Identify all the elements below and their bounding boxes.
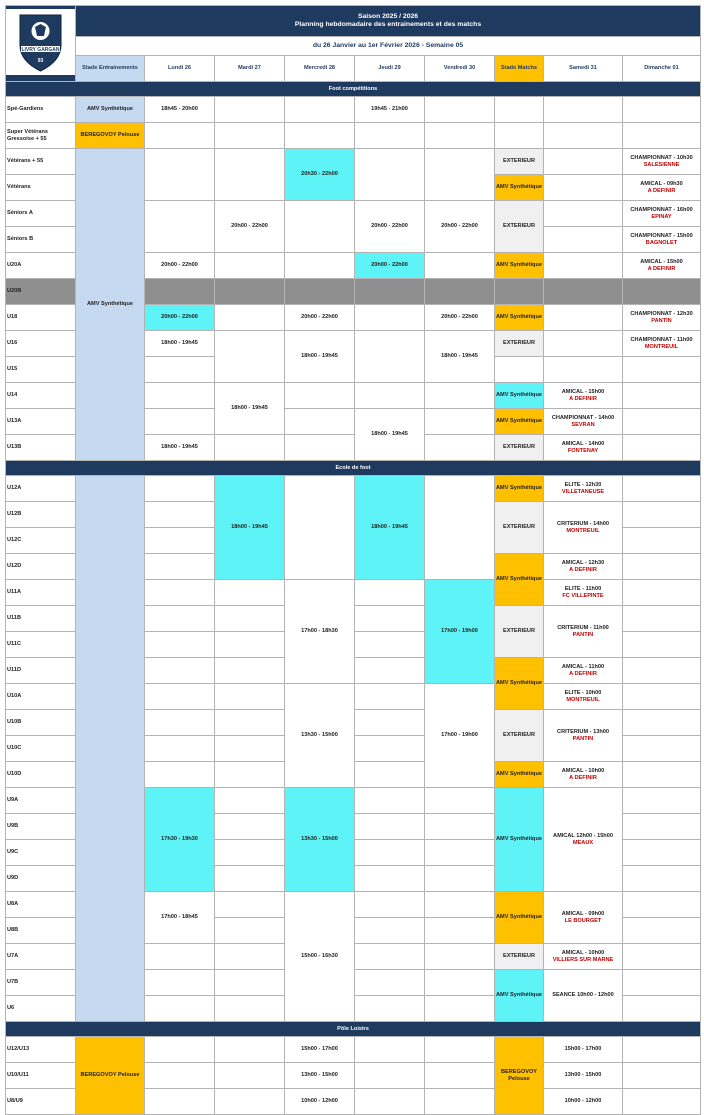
slot-time: 18h00 - 19h45: [425, 331, 495, 383]
section-pole-loisirs: Pôle Loisirs: [6, 1022, 701, 1037]
venue-beregovoy: BEREGOVOY Pelouse: [495, 1037, 544, 1115]
team-u10c: U10C: [6, 736, 76, 762]
venue-amv: AMV Synthétique: [495, 383, 544, 409]
slot-time: 13h00 - 15h00: [285, 1063, 355, 1089]
team-u11c: U11C: [6, 632, 76, 658]
slot-time: 18h00 - 19h45: [145, 331, 215, 357]
team-u10b: U10B: [6, 710, 76, 736]
team-u12a: U12A: [6, 476, 76, 502]
match-cell: AMICAL - 09h00 LE BOURGET: [544, 892, 623, 944]
team-u9a: U9A: [6, 788, 76, 814]
match-cell: AMICAL - 10h00 VILLIERS SUR MARNE: [544, 944, 623, 970]
match-cell: AMICAL - 09h30 A DEFINIR: [623, 175, 701, 201]
slot-time: 17h00 - 18h30: [285, 580, 355, 684]
logo-text: LIVRY GARGAN: [21, 46, 60, 53]
slot-time: 20h00 - 22h00: [285, 305, 355, 331]
venue-exterieur: EXTERIEUR: [495, 435, 544, 461]
planning-table: [5, 5, 701, 1115]
team-seniors-a: Séniors A: [6, 201, 76, 227]
venue-exterieur: EXTERIEUR: [495, 149, 544, 175]
slot-time: 20h00 - 22h00: [425, 305, 495, 331]
venue-amv: AMV Synthétique: [495, 253, 544, 279]
team-u9d: U9D: [6, 866, 76, 892]
team-u20a: U20A: [6, 253, 76, 279]
slot-time: 18h00 - 19h45: [215, 383, 285, 435]
venue-exterieur: EXTERIEUR: [495, 502, 544, 554]
slot-time: 15h00 - 17h00: [285, 1037, 355, 1063]
slot-time: 20h00 - 22h00: [145, 305, 215, 331]
team-veterans: Vétérans: [6, 175, 76, 201]
slot-time: 18h00 - 19h45: [355, 476, 425, 580]
slot-time: 10h00 - 12h00: [285, 1089, 355, 1115]
match-cell: CRITERIUM - 11h00 PANTIN: [544, 606, 623, 658]
slot-time: 18h45 - 20h00: [145, 97, 215, 123]
slot-time: 17h00 - 19h00: [425, 684, 495, 788]
team-u10-u11: U10/U11: [6, 1063, 76, 1089]
venue-exterieur: EXTERIEUR: [495, 944, 544, 970]
venue-exterieur: EXTERIEUR: [495, 710, 544, 762]
match-cell: ELITE - 11h00 FC VILLEPINTE: [544, 580, 623, 606]
team-u9c: U9C: [6, 840, 76, 866]
match-cell: AMICAL - 11h00 A DEFINIR: [544, 658, 623, 684]
team-u13b: U13B: [6, 435, 76, 461]
match-cell: ELITE - 12h30 VILLETANEUSE: [544, 476, 623, 502]
season-title: [76, 6, 701, 37]
venue-amv: AMV Synthétique: [495, 970, 544, 1022]
team-u12c: U12C: [6, 528, 76, 554]
venue-amv: AMV Synthétique: [76, 97, 145, 123]
match-cell: AMICAL - 15h00 A DEFINIR: [623, 253, 701, 279]
season-label: Saison 2025 / 2026: [357, 12, 419, 20]
team-super-veterans: Super Vétérans Gressoise + 55: [6, 123, 76, 149]
team-u6: U6: [6, 996, 76, 1022]
col-mercredi: Mercredi 28: [285, 56, 355, 82]
slot-time: 13h30 - 15h00: [285, 684, 355, 788]
slot-time: 17h30 - 19h30: [145, 788, 215, 892]
venue-amv: AMV Synthétique: [495, 762, 544, 788]
match-cell: CHAMPIONNAT - 12h30 PANTIN: [623, 305, 701, 331]
slot-time: 20h00 - 22h00: [425, 201, 495, 253]
match-cell: AMICAL - 14h00 FONTENAY: [544, 435, 623, 461]
team-u8a: U8A: [6, 892, 76, 918]
slot-time: 18h00 - 19h45: [215, 476, 285, 580]
team-u11b: U11B: [6, 606, 76, 632]
team-u12-u13: U12/U13: [6, 1037, 76, 1063]
venue-amv: AMV Synthétique: [495, 892, 544, 944]
team-u8-u9: U8/U9: [6, 1089, 76, 1115]
match-cell: CHAMPIONNAT - 15h00 BAGNOLET: [623, 227, 701, 253]
slot-time: 20h00 - 22h00: [145, 253, 215, 279]
slot-time: 17h00 - 19h00: [425, 580, 495, 684]
slot-time: 17h00 - 18h45: [145, 892, 215, 944]
slot-time: 15h00 - 17h00: [544, 1037, 623, 1063]
venue-amv: AMV Synthétique: [495, 476, 544, 502]
team-u7b: U7B: [6, 970, 76, 996]
col-stade-entrainements: Stade Entrainements: [76, 56, 145, 82]
col-stade-matchs: Stade Matchs: [495, 56, 544, 82]
team-u13a: U13A: [6, 409, 76, 435]
team-u16: U16: [6, 331, 76, 357]
slot-time: 19h45 - 21h00: [355, 97, 425, 123]
venue-exterieur: EXTERIEUR: [495, 606, 544, 658]
team-u11a: U11A: [6, 580, 76, 606]
match-cell: CHAMPIONNAT - 16h00 EPINAY: [623, 201, 701, 227]
venue-amv: AMV Synthétique: [495, 658, 544, 710]
club-logo: [6, 6, 76, 82]
slot-time: 20h00 - 22h00: [355, 253, 425, 279]
match-cell: ELITE - 10h00 MONTREUIL: [544, 684, 623, 710]
team-u10a: U10A: [6, 684, 76, 710]
col-vendredi: Vendredi 30: [425, 56, 495, 82]
col-samedi: Samedi 31: [544, 56, 623, 82]
logo-number: 93: [37, 58, 44, 64]
section-ecole-de-foot: Ecole de foot: [6, 461, 701, 476]
match-cell: AMICAL - 15h00 A DEFINIR: [544, 383, 623, 409]
match-cell: AMICAL - 10h00 A DEFINIR: [544, 762, 623, 788]
col-lundi: Lundi 26: [145, 56, 215, 82]
team-u9b: U9B: [6, 814, 76, 840]
match-cell: SEANCE 10h00 - 12h00: [544, 970, 623, 1022]
team-veterans-55: Vétérans + 55: [6, 149, 76, 175]
match-cell: CRITERIUM - 13h00 PANTIN: [544, 710, 623, 762]
venue-exterieur: EXTERIEUR: [495, 201, 544, 253]
venue-exterieur: EXTERIEUR: [495, 331, 544, 357]
match-cell: CHAMPIONNAT - 11h00 MONTREUIL: [623, 331, 701, 357]
venue-amv: AMV Synthétique: [495, 554, 544, 606]
venue-amv: AMV Synthétique: [495, 409, 544, 435]
team-u12d: U12D: [6, 554, 76, 580]
match-cell: CHAMPIONNAT - 14h00 SEVRAN: [544, 409, 623, 435]
slot-time: 13h30 - 15h00: [285, 788, 355, 892]
team-u20b: U20B: [6, 279, 76, 305]
week-range: du 26 Janvier au 1er Février 2026 - Semaine 05: [76, 37, 701, 56]
team-u12b: U12B: [6, 502, 76, 528]
venue-beregovoy: BEREGOVOY Pelouse: [76, 1037, 145, 1115]
venue-amv: AMV Synthétique: [495, 175, 544, 201]
slot-time: 18h00 - 19h45: [355, 409, 425, 461]
team-spe-gardiens: Spé-Gardiens: [6, 97, 76, 123]
col-mardi: Mardi 27: [215, 56, 285, 82]
venue-amv: AMV Synthétique: [495, 788, 544, 892]
venue-beregovoy: BEREGOVOY Pelouse: [76, 123, 145, 149]
match-cell: CHAMPIONNAT - 10h30 SALESIENNE: [623, 149, 701, 175]
team-u10d: U10D: [6, 762, 76, 788]
match-cell: AMICAL 12h00 - 15h00 MEAUX: [544, 788, 623, 892]
slot-time: 18h00 - 19h45: [145, 435, 215, 461]
col-jeudi: Jeudi 29: [355, 56, 425, 82]
slot-time: 20h00 - 22h00: [215, 201, 285, 253]
venue-stade-entr-column: [76, 476, 145, 1022]
club-crest-icon: [6, 9, 75, 75]
team-seniors-b: Séniors B: [6, 227, 76, 253]
slot-time: 13h00 - 15h00: [544, 1063, 623, 1089]
col-dimanche: Dimanche 01: [623, 56, 701, 82]
team-u14: U14: [6, 383, 76, 409]
slot-time: 18h00 - 19h45: [285, 331, 355, 383]
match-cell: CRITERIUM - 14h00 MONTREUIL: [544, 502, 623, 554]
section-foot-competitions: Foot compétitions: [6, 82, 701, 97]
venue-amv-main: AMV Synthétique: [76, 149, 145, 461]
slot-time: 20h30 - 22h00: [285, 149, 355, 201]
venue-amv: AMV Synthétique: [495, 305, 544, 331]
team-u7a: U7A: [6, 944, 76, 970]
slot-time: 15h00 - 16h30: [285, 892, 355, 1022]
team-u18: U18: [6, 305, 76, 331]
planning-subtitle: Planning hebdomadaire des entrainements et des matchs: [294, 21, 482, 28]
slot-time: 20h00 - 22h00: [355, 201, 425, 253]
team-u11d: U11D: [6, 658, 76, 684]
team-u8b: U8B: [6, 918, 76, 944]
slot-time: 10h00 - 12h00: [544, 1089, 623, 1115]
match-cell: AMICAL - 12h30 A DEFINIR: [544, 554, 623, 580]
team-u15: U15: [6, 357, 76, 383]
